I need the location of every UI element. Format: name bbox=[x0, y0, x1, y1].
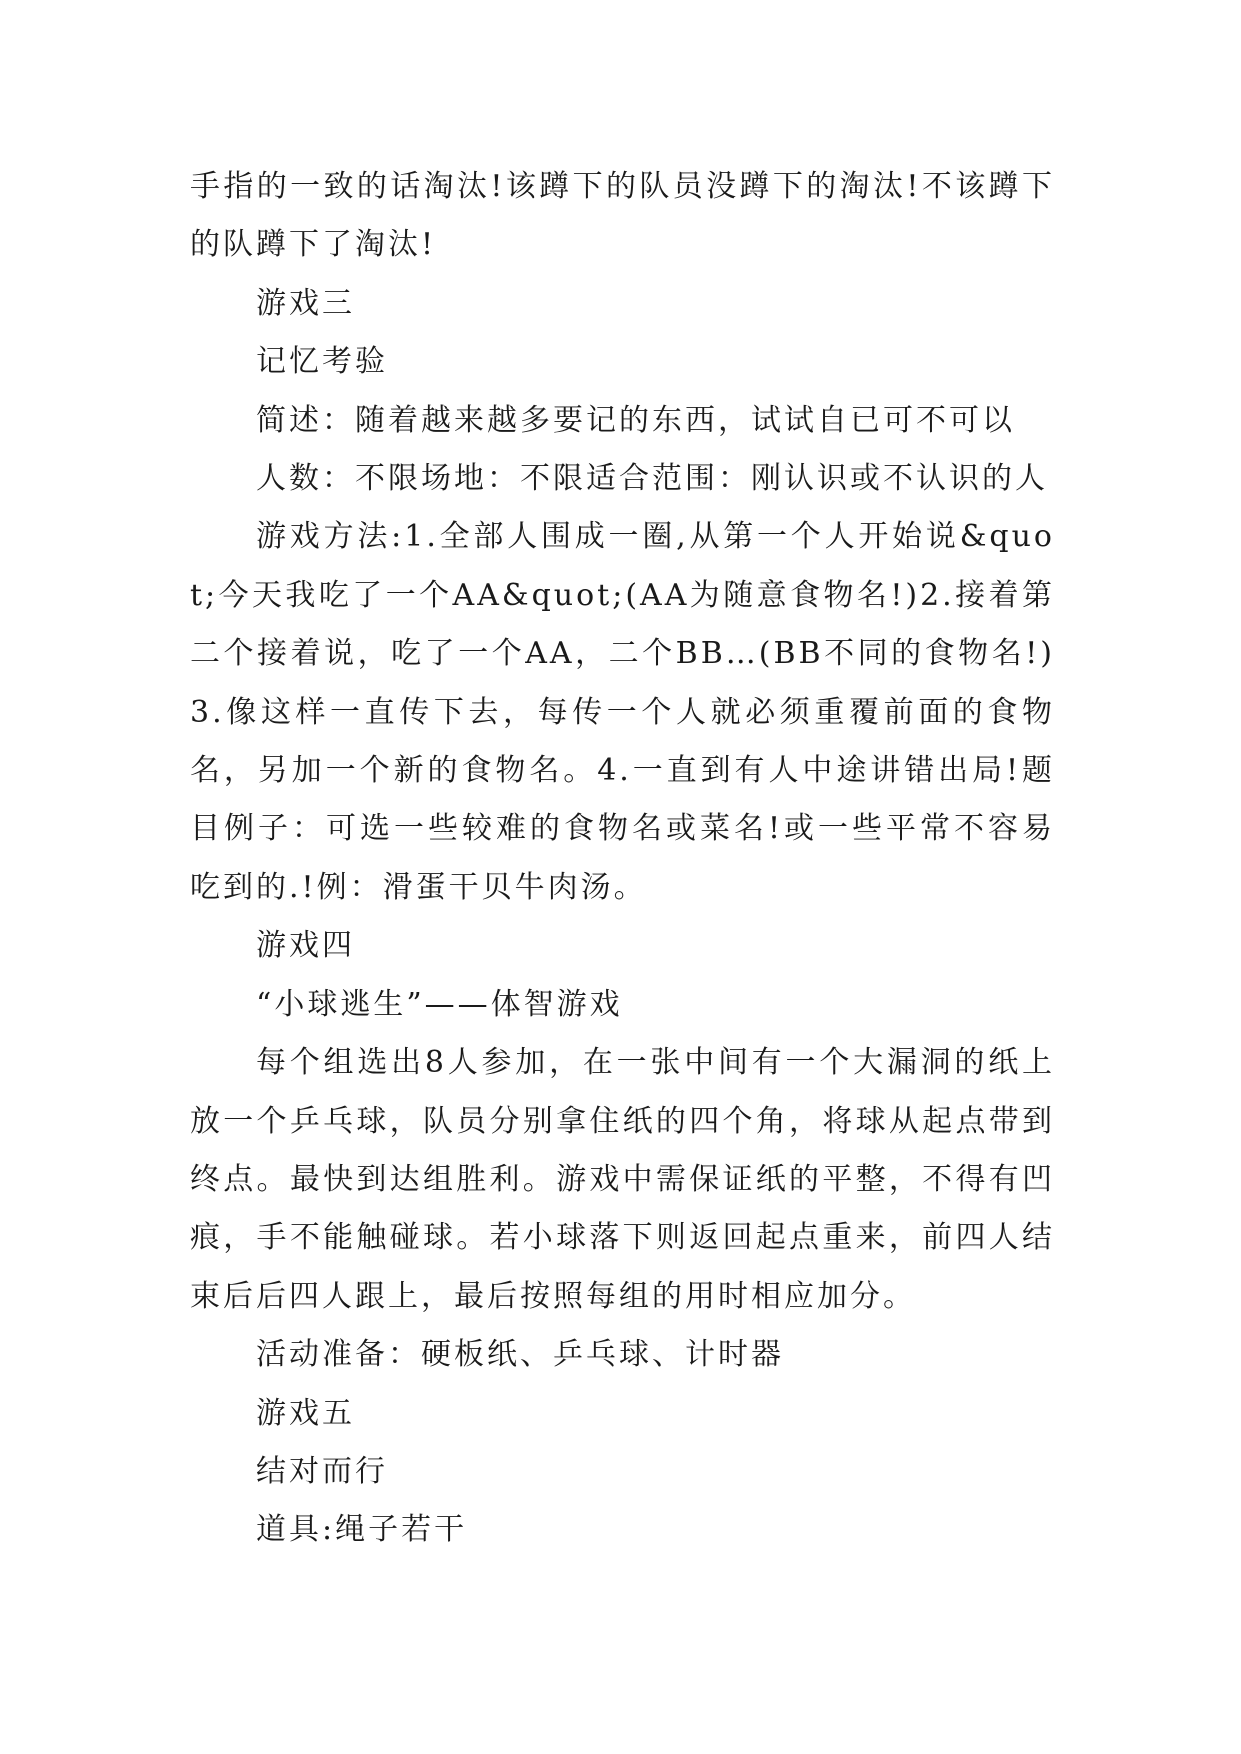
paragraph-continuation: 手指的一致的话淘汰!该蹲下的队员没蹲下的淘汰!不该蹲下的队蹲下了淘汰! bbox=[190, 169, 1055, 263]
game-three-requirements: 人数：不限场地：不限适合范围：刚认识或不认识的人 bbox=[256, 461, 1048, 497]
game-three-summary: 简述：随着越来越多要记的东西，试试自已可不可以 bbox=[256, 402, 1015, 438]
game-five-props: 道具:绳子若干 bbox=[256, 1512, 468, 1548]
heading-game-three: 游戏三 bbox=[256, 285, 355, 321]
game-three-method: 游戏方法:1.全部人围成一圈,从第一个人开始说&quot;今天我吃了一个AA&quot;(AA为随意食物名!)2.接着第二个接着说，吃了一个AA，二个BB…(BB不同的食物名!)3.像这样一直传下去，每传一个人就必须重覆前面的食物名，另加一个新的食物名。4.一直到有人中途讲错出局!题目例子：可选一些较难的食物名或菜名!或一些平常不容易吃到的.!例：滑蛋干贝牛肉汤。 bbox=[190, 519, 1055, 905]
game-five-title: 结对而行 bbox=[256, 1453, 388, 1489]
game-four-materials: 活动准备：硬板纸、乒乓球、计时器 bbox=[256, 1337, 784, 1373]
game-three-title: 记忆考验 bbox=[256, 344, 388, 380]
game-four-description: 每个组选出8人参加，在一张中间有一个大漏洞的纸上放一个乒乓球，队员分别拿住纸的四个角，将球从起点带到终点。最快到达组胜利。游戏中需保证纸的平整，不得有凹痕，手不能触碰球。若小球落下则返回起点重来，前四人结束后后四人跟上，最后按照每组的用时相应加分。 bbox=[190, 1045, 1055, 1314]
heading-game-five: 游戏五 bbox=[256, 1395, 355, 1431]
heading-game-four: 游戏四 bbox=[256, 928, 355, 964]
game-four-title: “小球逃生”——体智游戏 bbox=[256, 986, 623, 1022]
document-body bbox=[190, 158, 1055, 1560]
